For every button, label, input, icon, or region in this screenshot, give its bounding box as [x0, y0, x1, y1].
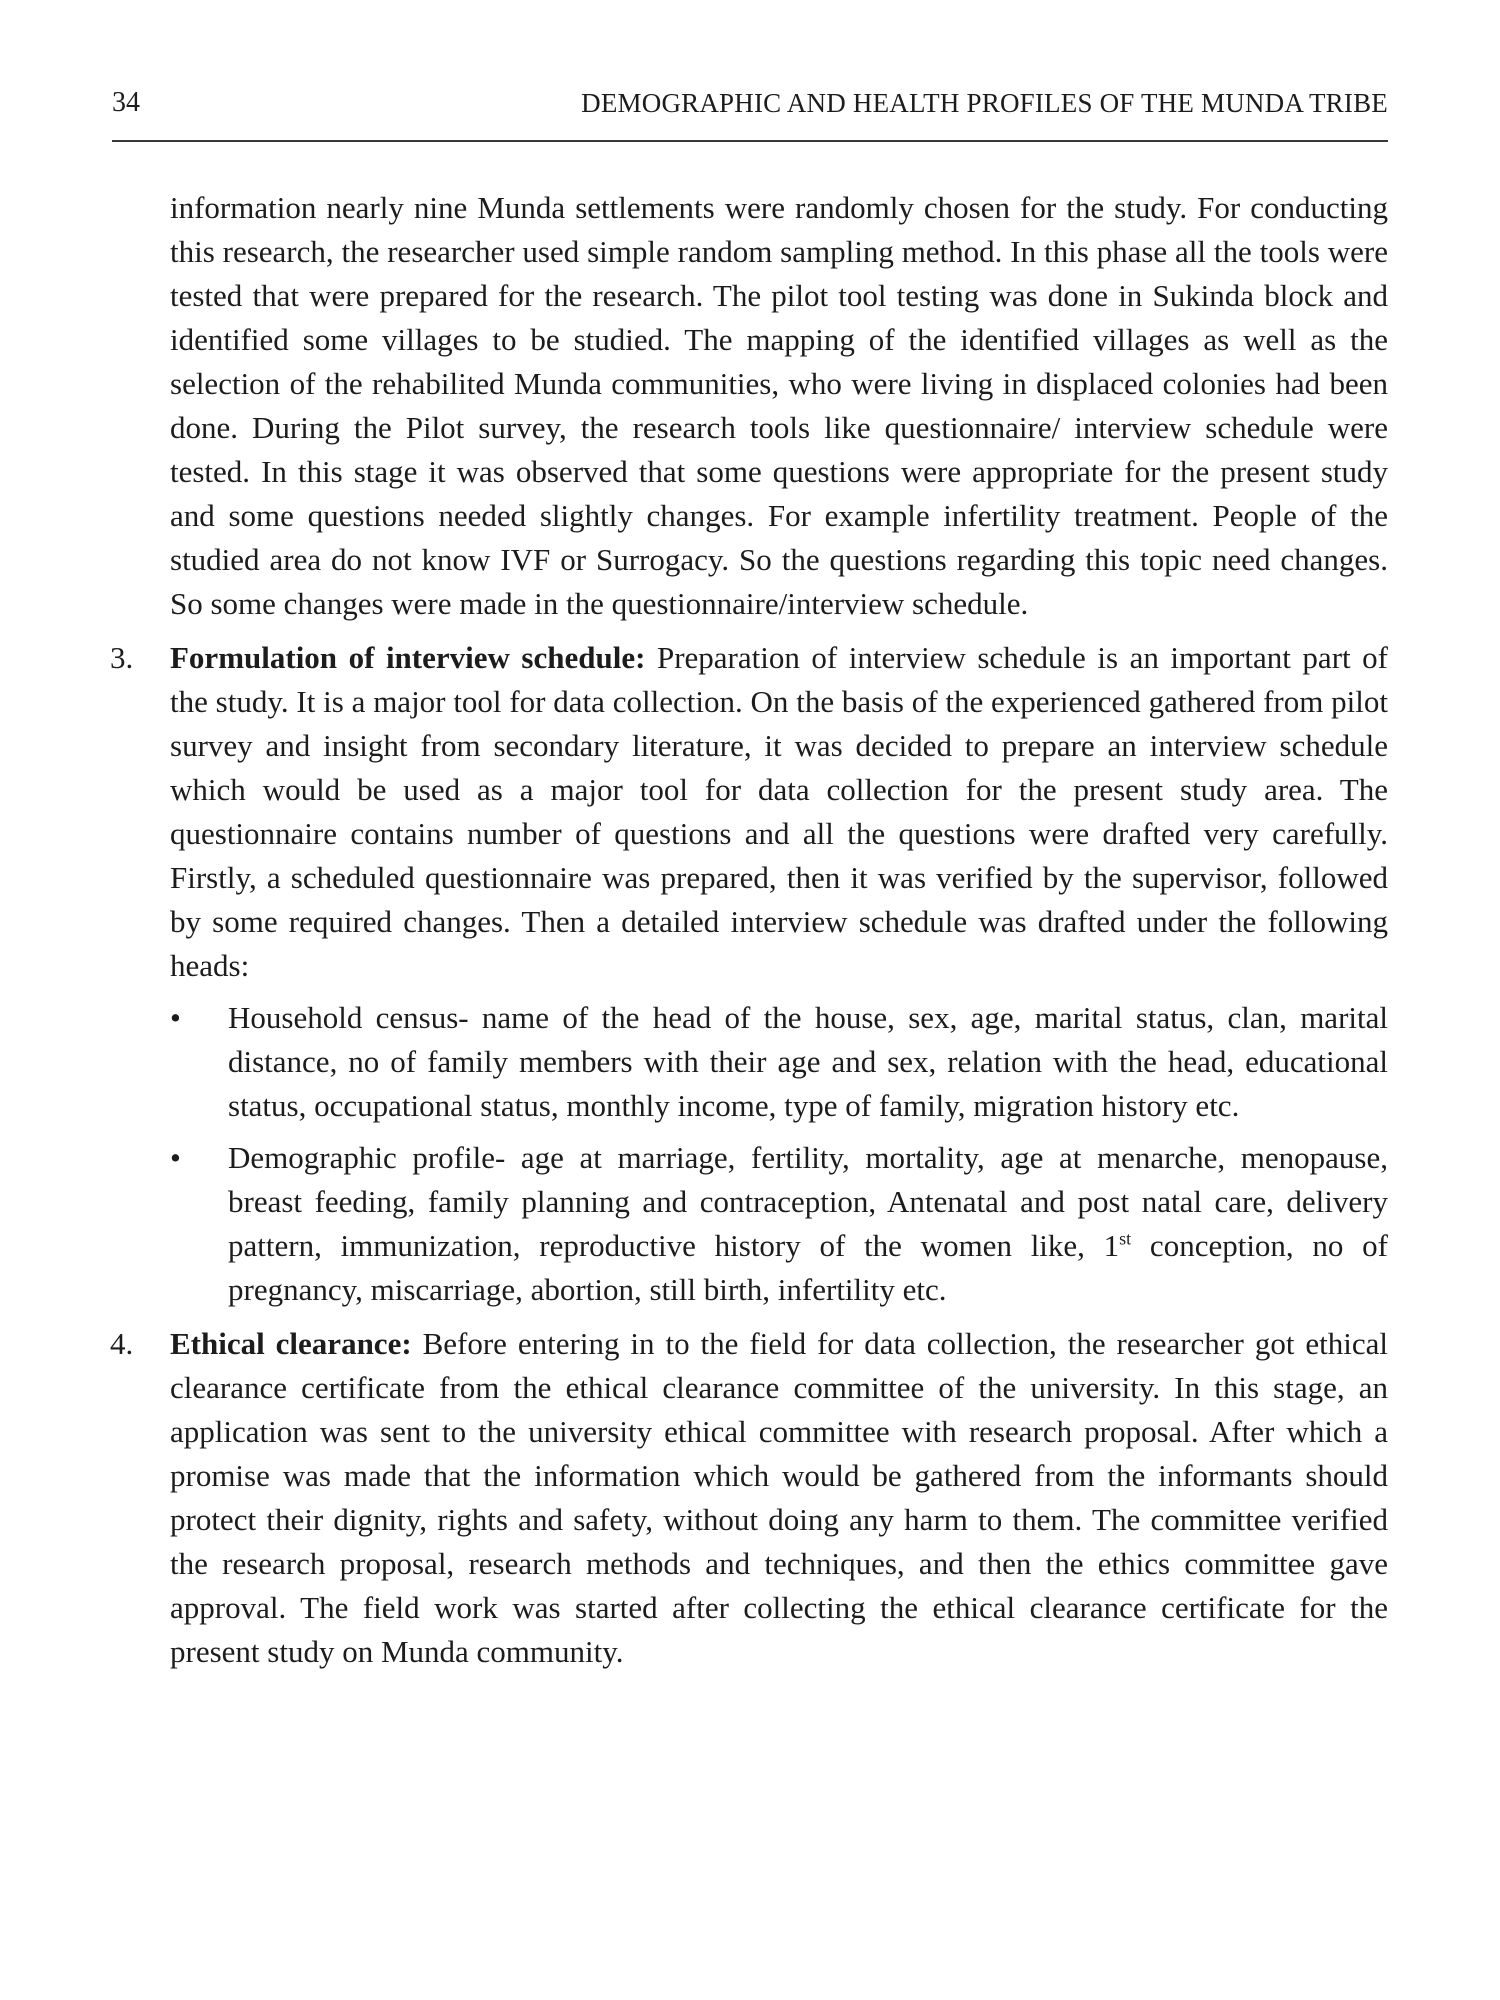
- item-heading: Ethical clearance:: [170, 1326, 412, 1361]
- intro-paragraph: information nearly nine Munda settlements were randomly chosen for the study. For conducting this research, the researcher used simple random sampling method. In this phase all the tools were tested that were prepared for the research. The pilot tool testing was done in Sukinda block and identified some villages to be studied. The mapping of the identified villages as well as the selection of the rehabilited Munda communities, who were living in displaced colonies had been done. During the Pilot survey, the research tools like questionnaire/ interview schedule were tested. In this stage it was observed that some questions were appropriate for the present study and some questions needed slightly changes. For example infertility treatment. People of the studied area do not know IVF or Surrogacy. So the questions regarding this topic need changes. So some changes were made in the questionnaire/interview schedule.: [170, 190, 1388, 621]
- item-4-paragraph: [170, 1322, 1388, 1674]
- item-text: Before entering in to the field for data collection, the researcher got ethical clearance certificate from the ethical clearance committee of the university. In this stage, an application was sent to the university ethical committee with research proposal. After which a promise was made that the information which would be gathered from the informants should protect their dignity, rights and safety, without doing any harm to them. The committee verified the research proposal, research methods and techniques, and then the ethics committee gave approval. The field work was started after collecting the ethical clearance certificate for the present study on Munda community.: [170, 1326, 1388, 1669]
- ordinal-superscript: st: [1119, 1228, 1132, 1249]
- header-rule: [112, 140, 1388, 142]
- bullet-text-before: Demographic profile- age at marriage, fertility, mortality, age at menarche, menopause, breast feeding, family planning and contraception, Antenatal and post natal care, delivery pattern, immunization, reproductive history of the women like, 1: [228, 1140, 1388, 1263]
- item-number: 4.: [110, 1326, 134, 1361]
- item-heading: Formulation of interview schedule:: [170, 640, 646, 675]
- page-number: 34: [112, 87, 140, 118]
- running-title: DEMOGRAPHIC AND HEALTH PROFILES OF THE MUNDA TRIBE: [581, 88, 1388, 118]
- page-header: [112, 86, 1388, 120]
- bullet-marker: •: [170, 1140, 181, 1175]
- numbered-item-3: [110, 636, 1388, 1312]
- bullet-item-demographic: [170, 1136, 1388, 1312]
- body-text: [110, 186, 1388, 1674]
- bullet-marker: •: [170, 1000, 181, 1035]
- bullet-item-household: [170, 996, 1388, 1128]
- bullet-text: Household census- name of the head of the house, sex, age, marital status, clan, marital distance, no of family members with their age and sex, relation with the head, educational status, occupational status, monthly income, type of family, migration history etc.: [228, 1000, 1388, 1123]
- numbered-item-4: [110, 1322, 1388, 1674]
- item-3-paragraph: [170, 636, 1388, 988]
- item-number: 3.: [110, 640, 134, 675]
- item-text: Preparation of interview schedule is an important part of the study. It is a major tool for data collection. On the basis of the experienced gathered from pilot survey and insight from secondary literature, it was decided to prepare an interview schedule which would be used as a major tool for data collection for the present study area. The questionnaire contains number of questions and all the questions were drafted very carefully. Firstly, a scheduled questionnaire was prepared, then it was verified by the supervisor, followed by some required changes. Then a detailed interview schedule was drafted under the following heads:: [170, 640, 1388, 983]
- bullet-text-after: conception, no of pregnancy, miscarriage, abortion, still birth, infertility etc.: [228, 1228, 1388, 1307]
- bullet-list: [170, 996, 1388, 1312]
